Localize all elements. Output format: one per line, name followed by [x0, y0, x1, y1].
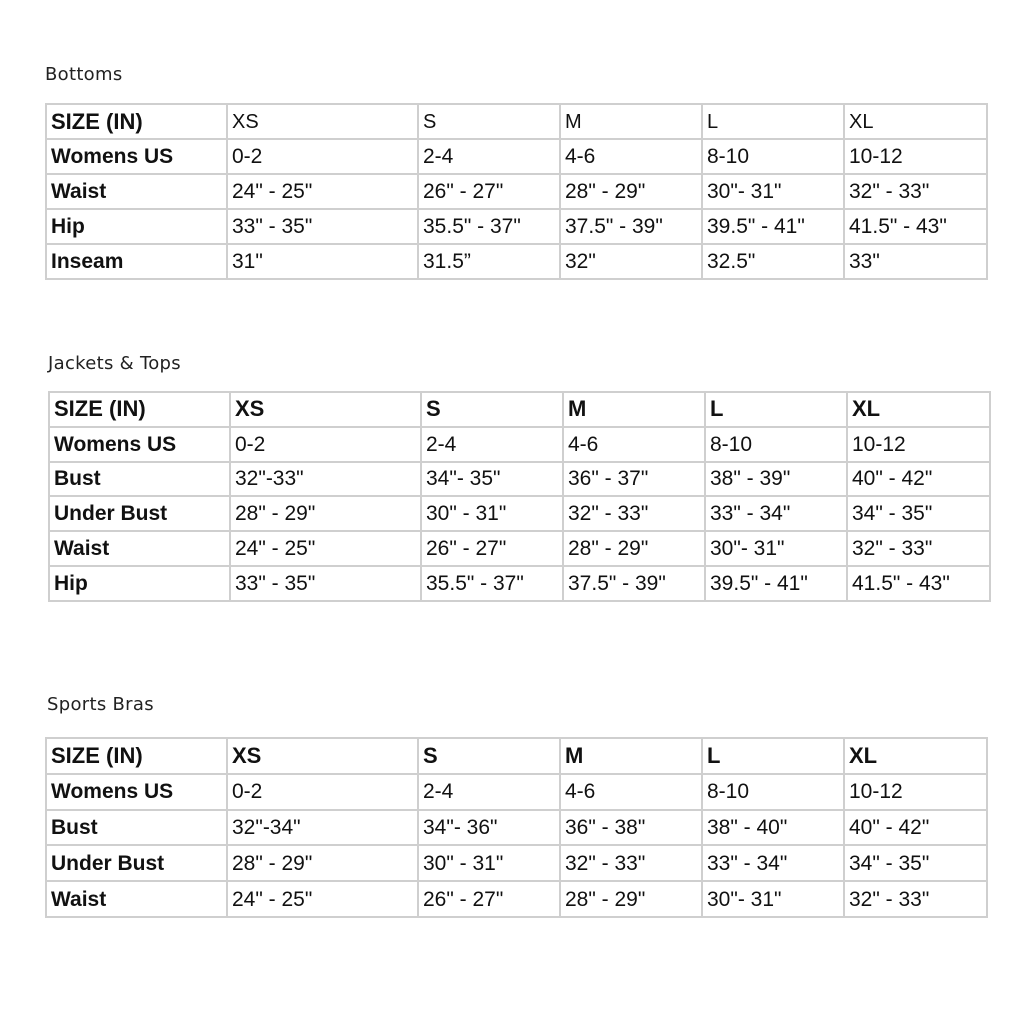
table-cell: 8-10 [702, 774, 844, 810]
table-row [49, 531, 990, 566]
header-cell: SIZE (IN) [46, 738, 227, 774]
table-row [46, 174, 987, 209]
table-cell: 32" - 33" [847, 531, 990, 566]
table-cell: 30"- 31" [702, 174, 844, 209]
row-label: Hip [46, 209, 227, 244]
table-cell: 35.5" - 37" [418, 209, 560, 244]
table-cell: 32"-34" [227, 810, 418, 846]
table-row [49, 462, 990, 497]
table-cell: 36" - 38" [560, 810, 702, 846]
header-cell: L [702, 738, 844, 774]
header-cell: XL [847, 392, 990, 427]
table-row [49, 566, 990, 601]
section-title-bottoms: Bottoms [45, 64, 123, 85]
header-cell: S [418, 104, 560, 139]
table-cell: 28" - 29" [560, 174, 702, 209]
row-label: Womens US [46, 139, 227, 174]
table-cell: 34" - 35" [847, 496, 990, 531]
table-cell: 32" - 33" [560, 845, 702, 881]
table-cell: 2-4 [418, 139, 560, 174]
table-cell: 32" [560, 244, 702, 279]
table-cell: 28" - 29" [227, 845, 418, 881]
table-cell: 32" - 33" [563, 496, 705, 531]
table-row [46, 244, 987, 279]
table-cell: 30" - 31" [421, 496, 563, 531]
table-cell: 38" - 39" [705, 462, 847, 497]
table-cell: 26" - 27" [418, 881, 560, 917]
table-cell: 28" - 29" [563, 531, 705, 566]
table-row [46, 810, 987, 846]
row-label: Bust [46, 810, 227, 846]
size-table-bottoms [45, 103, 988, 280]
table-cell: 34"- 35" [421, 462, 563, 497]
table-cell: 8-10 [702, 139, 844, 174]
table-row [46, 774, 987, 810]
table-cell: 35.5" - 37" [421, 566, 563, 601]
table-row [46, 881, 987, 917]
table-cell: 26" - 27" [421, 531, 563, 566]
table-cell: 28" - 29" [230, 496, 421, 531]
row-label: Hip [49, 566, 230, 601]
table-cell: 33" - 35" [227, 209, 418, 244]
table-cell: 33" - 34" [702, 845, 844, 881]
table-cell: 30" - 31" [418, 845, 560, 881]
table-cell: 30"- 31" [702, 881, 844, 917]
table-cell: 26" - 27" [418, 174, 560, 209]
table-cell: 39.5" - 41" [705, 566, 847, 601]
table-cell: 41.5" - 43" [844, 209, 987, 244]
table-cell: 2-4 [421, 427, 563, 462]
header-cell: SIZE (IN) [46, 104, 227, 139]
header-cell: S [418, 738, 560, 774]
table-cell: 0-2 [227, 774, 418, 810]
table-cell: 40" - 42" [844, 810, 987, 846]
table-row [49, 427, 990, 462]
table-cell: 36" - 37" [563, 462, 705, 497]
table-cell: 10-12 [847, 427, 990, 462]
table-cell: 24" - 25" [230, 531, 421, 566]
table-cell: 34" - 35" [844, 845, 987, 881]
header-cell: M [560, 104, 702, 139]
table-cell: 41.5" - 43" [847, 566, 990, 601]
row-label: Under Bust [49, 496, 230, 531]
table-cell: 38" - 40" [702, 810, 844, 846]
row-label: Womens US [49, 427, 230, 462]
table-cell: 24" - 25" [227, 174, 418, 209]
table-cell: 2-4 [418, 774, 560, 810]
table-cell: 0-2 [230, 427, 421, 462]
row-label: Inseam [46, 244, 227, 279]
header-cell: L [705, 392, 847, 427]
table-cell: 30"- 31" [705, 531, 847, 566]
size-table-jackets-tops [48, 391, 991, 602]
table-cell: 32.5" [702, 244, 844, 279]
table-cell: 37.5" - 39" [563, 566, 705, 601]
header-cell: XS [227, 104, 418, 139]
table-cell: 32" - 33" [844, 881, 987, 917]
table-cell: 37.5" - 39" [560, 209, 702, 244]
row-label: Waist [46, 881, 227, 917]
header-cell: XS [227, 738, 418, 774]
row-label: Womens US [46, 774, 227, 810]
header-cell: M [560, 738, 702, 774]
table-cell: 28" - 29" [560, 881, 702, 917]
table-cell: 4-6 [560, 774, 702, 810]
header-cell: S [421, 392, 563, 427]
table-cell: 10-12 [844, 139, 987, 174]
table-row [46, 845, 987, 881]
table-header-row [46, 104, 987, 139]
table-cell: 32"-33" [230, 462, 421, 497]
header-cell: XL [844, 738, 987, 774]
header-cell: SIZE (IN) [49, 392, 230, 427]
table-row [46, 209, 987, 244]
row-label: Waist [46, 174, 227, 209]
section-title-jackets-tops: Jackets & Tops [48, 353, 181, 374]
table-cell: 33" [844, 244, 987, 279]
table-cell: 0-2 [227, 139, 418, 174]
table-header-row [49, 392, 990, 427]
table-cell: 4-6 [560, 139, 702, 174]
size-table-sports-bras [45, 737, 988, 918]
table-cell: 33" - 35" [230, 566, 421, 601]
row-label: Waist [49, 531, 230, 566]
table-cell: 10-12 [844, 774, 987, 810]
table-cell: 8-10 [705, 427, 847, 462]
table-cell: 39.5" - 41" [702, 209, 844, 244]
table-cell: 33" - 34" [705, 496, 847, 531]
table-row [49, 496, 990, 531]
header-cell: XS [230, 392, 421, 427]
table-cell: 24" - 25" [227, 881, 418, 917]
table-cell: 32" - 33" [844, 174, 987, 209]
row-label: Under Bust [46, 845, 227, 881]
header-cell: XL [844, 104, 987, 139]
header-cell: L [702, 104, 844, 139]
table-header-row [46, 738, 987, 774]
table-cell: 31.5” [418, 244, 560, 279]
table-cell: 34"- 36" [418, 810, 560, 846]
row-label: Bust [49, 462, 230, 497]
section-title-sports-bras: Sports Bras [47, 694, 154, 715]
table-cell: 4-6 [563, 427, 705, 462]
table-cell: 31" [227, 244, 418, 279]
table-cell: 40" - 42" [847, 462, 990, 497]
header-cell: M [563, 392, 705, 427]
table-row [46, 139, 987, 174]
